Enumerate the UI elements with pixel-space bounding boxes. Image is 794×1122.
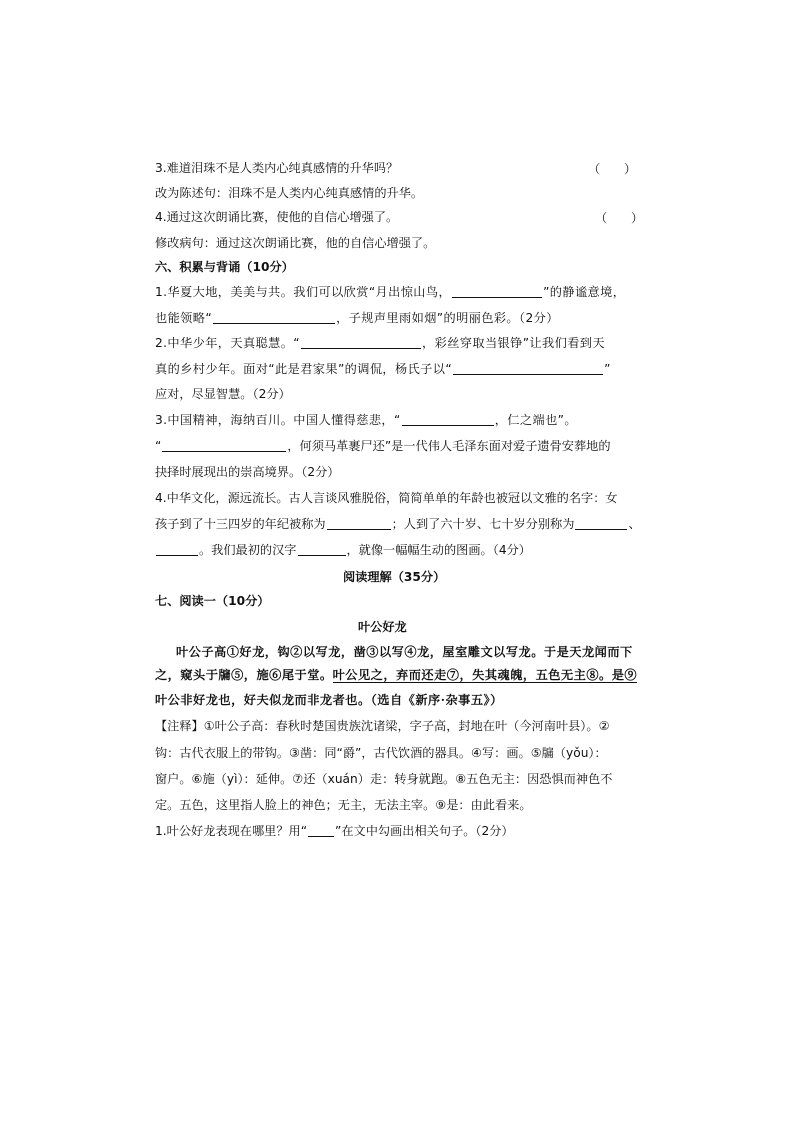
section6-title: 六、积累与背诵（10分） <box>155 260 294 274</box>
s6-item4-line2 <box>155 516 641 532</box>
s6-item1-blank1[interactable] <box>452 285 542 298</box>
s6-item3-text-c: “ <box>155 439 162 453</box>
q4-answer-paren[interactable]: （ ） <box>595 211 654 225</box>
s6-item2-line2 <box>155 361 611 377</box>
reading-q1 <box>155 823 514 839</box>
q3-answer-paren[interactable]: （ ） <box>588 162 647 176</box>
s6-item3-line2 <box>155 438 611 454</box>
passage-title: 叶公好龙 <box>358 620 407 634</box>
reading-section-title: 阅读理解（35分） <box>343 570 446 584</box>
s6-item1-blank2[interactable] <box>213 311 335 324</box>
reading-q1-line-symbol <box>308 824 334 837</box>
s6-item4-text-c: ；人到了六十岁、七十岁分别称为 <box>391 517 575 531</box>
s6-item1-line2 <box>155 310 559 326</box>
q4-answer: 修改病句：通过这次朗诵比赛，他的自信心增强了。 <box>155 236 436 250</box>
s6-item2-text-d: ” <box>604 362 611 376</box>
s6-item3-line3: 抉择时展现出的崇高境界。（2分） <box>155 465 340 479</box>
s6-item2-line3: 应对，尽显智慧。（2分） <box>155 387 291 401</box>
s6-item1-text-d: ，子规声里雨如烟”的明丽色彩。（2分） <box>336 311 559 325</box>
s6-item4-blank4[interactable] <box>298 543 346 556</box>
s6-item4-line3 <box>155 542 531 558</box>
passage-line1: 叶公子高①好龙，钩②以写龙，凿③以写④龙，屋室雕文以写龙。于是天龙闻而下 <box>176 645 633 659</box>
section7-title: 七、阅读一（10分） <box>155 594 270 608</box>
note-line4: 定。五色，这里指人脸上的神色；无主，无法主宰。⑨是：由此看来。 <box>155 798 532 812</box>
s6-item4-line1: 4.中华文化，源远流长。古人言谈风雅脱俗，简简单单的年龄也被冠以文雅的名字：女 <box>155 491 618 505</box>
s6-item4-blank3[interactable] <box>156 543 198 556</box>
s6-item2-blank2[interactable] <box>453 362 603 375</box>
passage-underlined-shi: 是⑨ <box>611 668 638 682</box>
s6-item3-blank2[interactable] <box>162 439 286 452</box>
s6-item2-text-c: 真的乡村少年。面对“此是君家果”的调侃，杨氏子以“ <box>155 362 453 376</box>
s6-item1-text-a: 1.华夏大地，美美与共。我们可以欣赏“月出惊山鸟， <box>155 285 452 299</box>
passage-text-a: 之，窥头于牖⑤，施⑥尾于堂。 <box>155 668 333 682</box>
note-line2: 钩：古代衣服上的带钩。③凿：同“爵”，古代饮酒的器具。④写：画。⑤牖（yǒu）： <box>155 746 607 760</box>
s6-item2-blank1[interactable] <box>301 336 421 349</box>
reading-q1-text-b: ”在文中勾画出相关句子。（2分） <box>335 824 514 838</box>
s6-item3-text-b: ，仁之端也”。 <box>494 413 577 427</box>
note-line1: 【注释】①叶公子高：春秋时楚国贵族沈诸梁，字子高，封地在叶（今河南叶县）。② <box>155 719 610 733</box>
s6-item4-blank2[interactable] <box>575 517 627 530</box>
s6-item2-text-a: 2.中华少年，天真聪慧。“ <box>155 336 301 350</box>
s6-item1-text-c: 也能领略“ <box>155 311 213 325</box>
s6-item3-text-a: 3.中国精神，海纳百川。中国人懂得慈悲，“ <box>155 413 401 427</box>
s6-item4-blank1[interactable] <box>327 517 391 530</box>
passage-line2 <box>155 667 637 683</box>
s6-item3-text-d: ，何须马革裹尸还”是一代伟人毛泽东面对爱子遗骨安葬地的 <box>287 439 611 453</box>
s6-item4-text-f: ，就像一幅幅生动的图画。（4分） <box>346 543 531 557</box>
q3-answer: 改为陈述句：泪珠不是人类内心纯真感情的升华。 <box>155 186 424 200</box>
s6-item3-blank1[interactable] <box>402 413 494 426</box>
note-line3: 窗户。⑥施（yì）：延伸。⑦还（xuán）走：转身就跑。⑧五色无主：因恐惧而神色不 <box>155 772 613 786</box>
passage-line3: 叶公非好龙也，好夫似龙而非龙者也。（选自《新序·杂事五》） <box>155 693 503 707</box>
s6-item4-text-b: 孩子到了十三四岁的年纪被称为 <box>155 517 326 531</box>
s6-item4-text-e: 。我们最初的汉字 <box>199 543 297 557</box>
q4-stem: 4.通过这次朗诵比赛，使他的自信心增强了。 <box>155 210 399 224</box>
passage-underlined-sentence: 叶公见之，弃而还走⑦，失其魂魄，五色无主⑧。 <box>332 668 612 682</box>
s6-item2-line1 <box>155 335 605 351</box>
q3-stem: 3.难道泪珠不是人类内心纯真感情的升华吗？ <box>155 161 399 175</box>
s6-item1-text-b: ”的静谧意境， <box>543 285 626 299</box>
s6-item1-line1 <box>155 284 625 300</box>
s6-item3-line1 <box>155 412 577 428</box>
reading-q1-text-a: 1.叶公好龙表现在哪里？用“ <box>155 824 308 838</box>
s6-item4-text-d: 、 <box>628 517 641 531</box>
s6-item2-text-b: ，彩丝穿取当银铮”让我们看到天 <box>422 336 605 350</box>
